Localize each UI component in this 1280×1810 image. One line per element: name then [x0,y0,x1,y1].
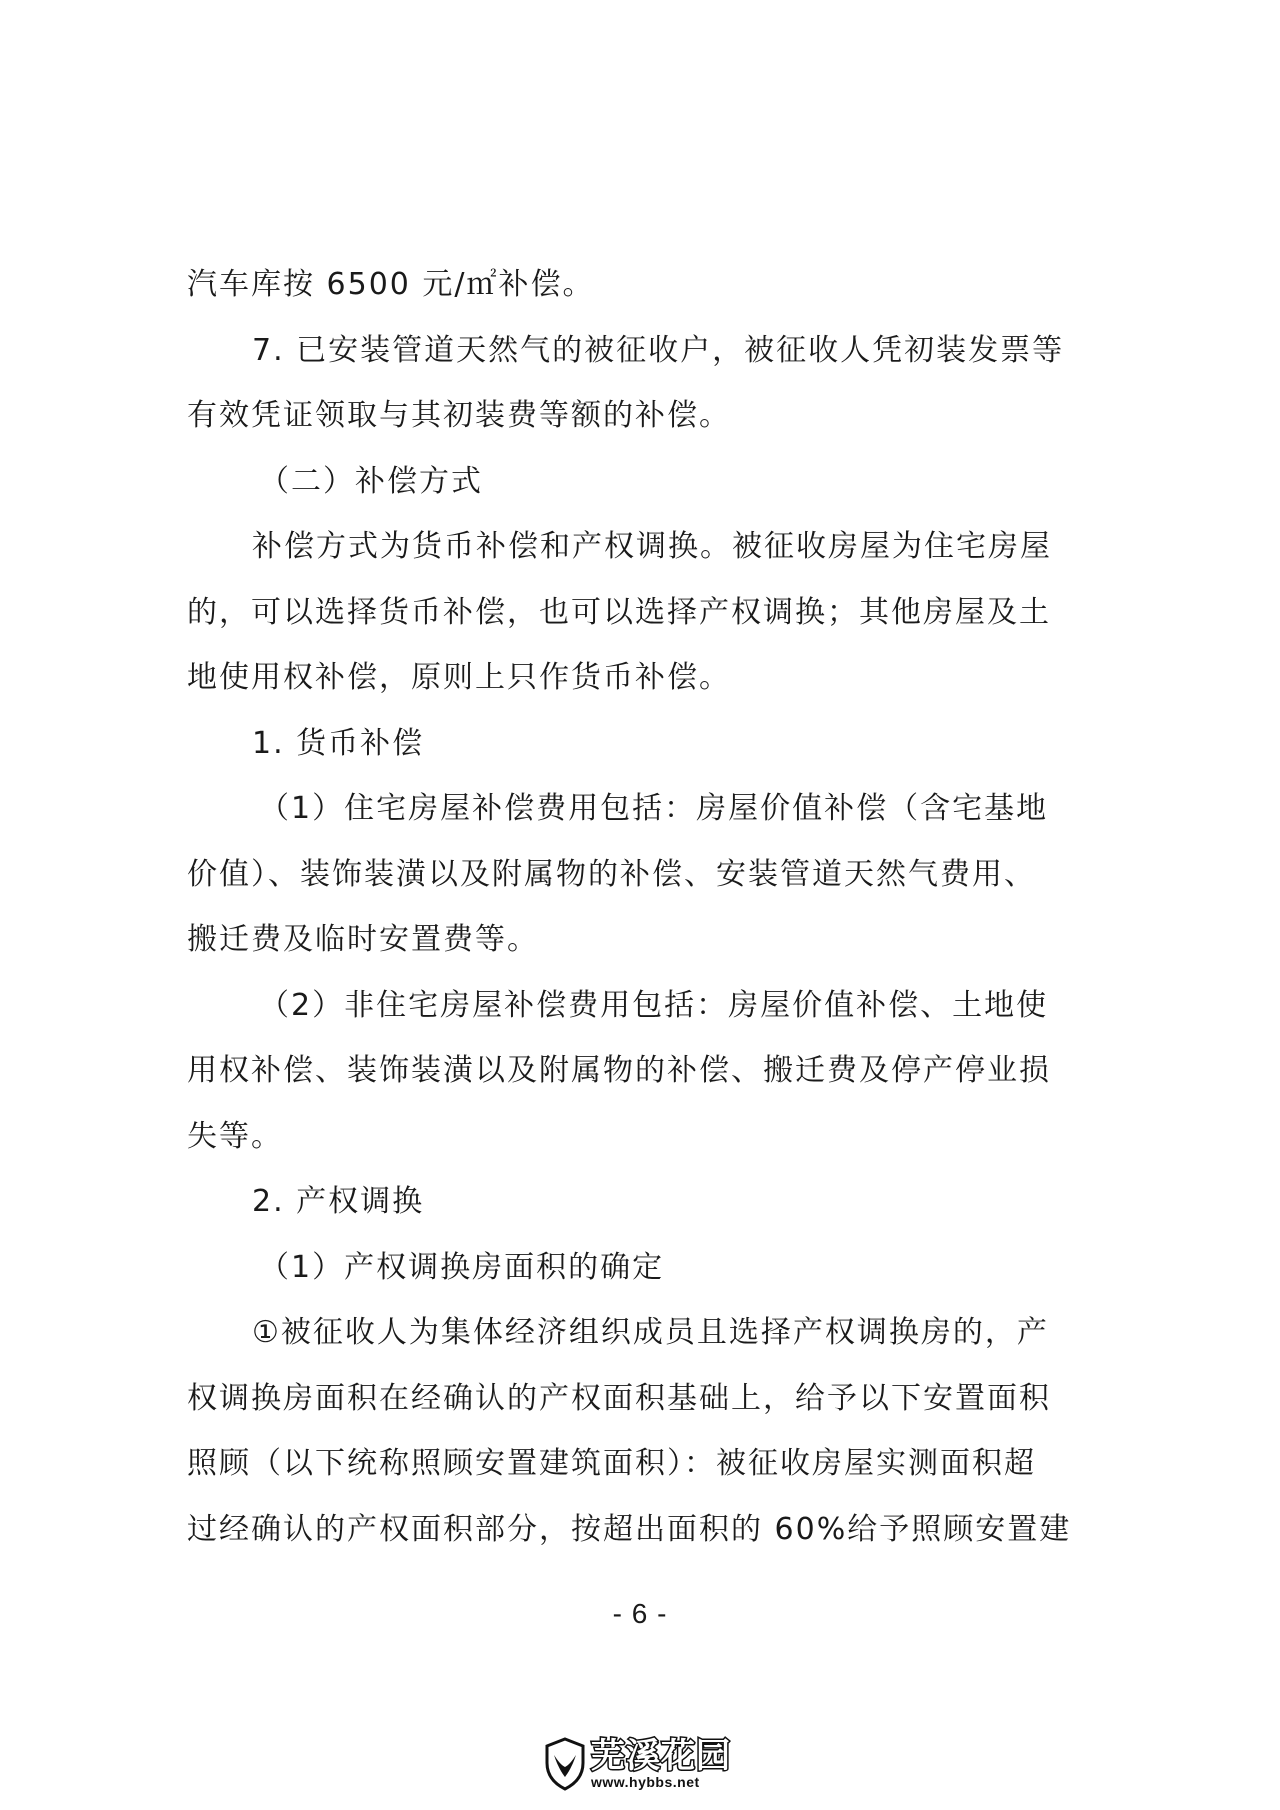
body-text [187,252,1107,1562]
text-line: 7. 已安装管道天然气的被征收户，被征收人凭初装发票等 [252,332,1065,368]
text-line: 用权补偿、装饰装潢以及附属物的补偿、搬迁费及停产停业损 [187,1053,1051,1088]
text-line: 搬迁费及临时安置费等。 [187,922,539,957]
site-watermark [543,1735,743,1793]
text-line: 价值）、装饰装潢以及附属物的补偿、安装管道天然气费用、 [187,856,1036,892]
text-line: 补偿方式为货币补偿和产权调换。被征收房屋为住宅房屋 [252,529,1052,564]
text-line: 照顾（以下统称照顾安置建筑面积）：被征收房屋实测面积超 [187,1446,1036,1481]
text-line: 汽车库按 6500 元/㎡补偿。 [187,267,595,302]
text-line: 失等。 [187,1118,283,1154]
subsection-heading: 1. 货币补偿 [252,725,425,761]
text-line: ①被征收人为集体经济组织成员且选择产权调换房的，产 [252,1315,1049,1350]
text-line: 权调换房面积在经确认的产权面积基础上，给予以下安置面积 [187,1380,1051,1416]
text-line: 过经确认的产权面积部分，按超出面积的 60%给予照顾安置建 [187,1511,1072,1547]
page-number: - 6 - [612,1598,668,1629]
text-line: 地使用权补偿，原则上只作货币补偿。 [187,660,731,695]
subsection-heading: 2. 产权调换 [252,1184,425,1219]
text-line: 有效凭证领取与其初装费等额的补偿。 [187,398,731,433]
text-line: 的，可以选择货币补偿，也可以选择产权调换；其他房屋及土 [187,594,1051,630]
watermark-url: www.hybbs.net [591,1774,700,1790]
shield-logo-icon [543,1737,587,1791]
text-line: （2）非住宅房屋补偿费用包括：房屋价值补偿、土地使 [259,987,1049,1023]
watermark-text [591,1736,731,1790]
section-heading: （二）补偿方式 [259,463,483,499]
watermark-title: 芜溪花园 [591,1736,731,1776]
item-heading: （1）产权调换房面积的确定 [259,1249,665,1285]
text-line: （1）住宅房屋补偿费用包括：房屋价值补偿（含宅基地 [259,791,1049,826]
